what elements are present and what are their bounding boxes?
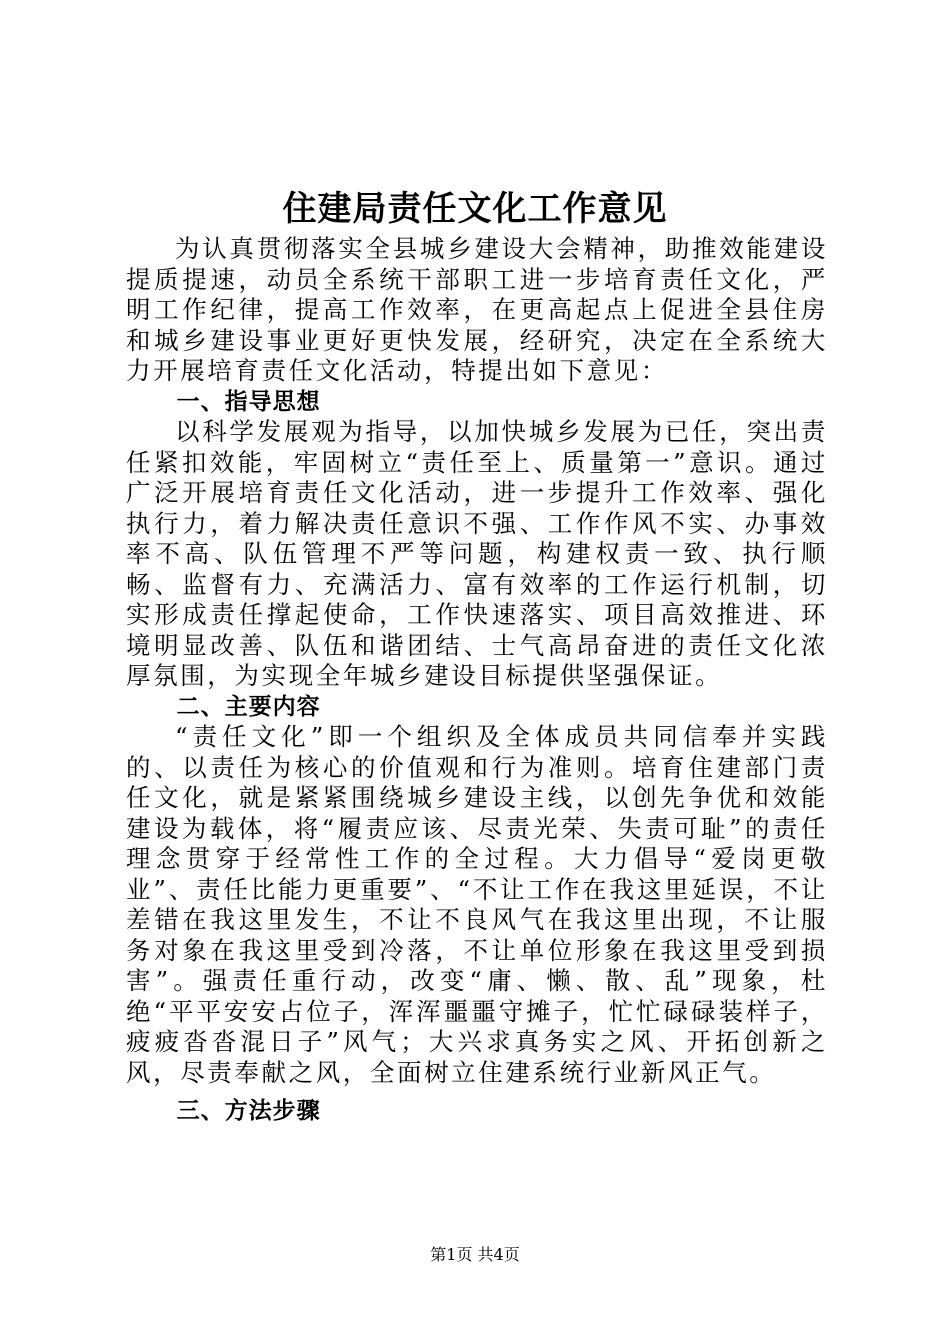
section-heading-main-content: 二、主要内容 — [176, 693, 321, 720]
document-body — [126, 234, 828, 1127]
section-paragraph-main-content: “责任文化”即一个组织及全体成员共同信奉并实践的、以责任为核心的价值观和行为准则。培育住建部门责任文化，就是紧紧围绕城乡建设主线，以创先争优和效能建设为载体，将“履责应该、尽责光荣、失责可耻”的责任理念贯穿于经常性工作的全过程。大力倡导“爱岗更敬业”、责任比能力更重要”、“不让工作在我这里延误，不让差错在我这里发生，不让不良风气在我这里出现，不让服务对象在我这里受到冷落，不让单位形象在我这里受到损害”。强责任重行动，改变“庸、懒、散、乱”现象，杜绝“平平安安占位子，浑浑噩噩守摊子，忙忙碌碌装样子，疲疲沓沓混日子”风气；大兴求真务实之风、开拓创新之风，尽责奉献之风，全面树立住建系统行业新风正气。 — [126, 722, 828, 1087]
page-number-footer: 第1页 共4页 — [430, 1245, 520, 1264]
intro-paragraph: 为认真贯彻落实全县城乡建设大会精神，助推效能建设提质提速，动员全系统干部职工进一步培育责任文化，严明工作纪律，提高工作效率，在更高起点上促进全县住房和城乡建设事业更好更快发展，经研究，决定在全系统大力开展培育责任文化活动，特提出如下意见： — [126, 234, 828, 385]
section-heading-guiding-ideology: 一、指导思想 — [176, 388, 321, 415]
document-title: 住建局责任文化工作意见 — [282, 189, 668, 229]
section-paragraph-guiding-ideology: 以科学发展观为指导，以加快城乡发展为已任，突出责任紧扣效能，牢固树立“责任至上、质量第一”意识。通过广泛开展培育责任文化活动，进一步提升工作效率、强化执行力，着力解决责任意识不强、工作作风不实、办事效率不高、队伍管理不严等问题，构建权责一致、执行顺畅、监督有力、充满活力、富有效率的工作运行机制，切实形成责任撑起使命，工作快速落实、项目高效推进、环境明显改善、队伍和谐团结、士气高昂奋进的责任文化浓厚氛围，为实现全年城乡建设目标提供坚强保证。 — [126, 417, 828, 690]
section-heading-methods-steps: 三、方法步骤 — [176, 1098, 321, 1124]
